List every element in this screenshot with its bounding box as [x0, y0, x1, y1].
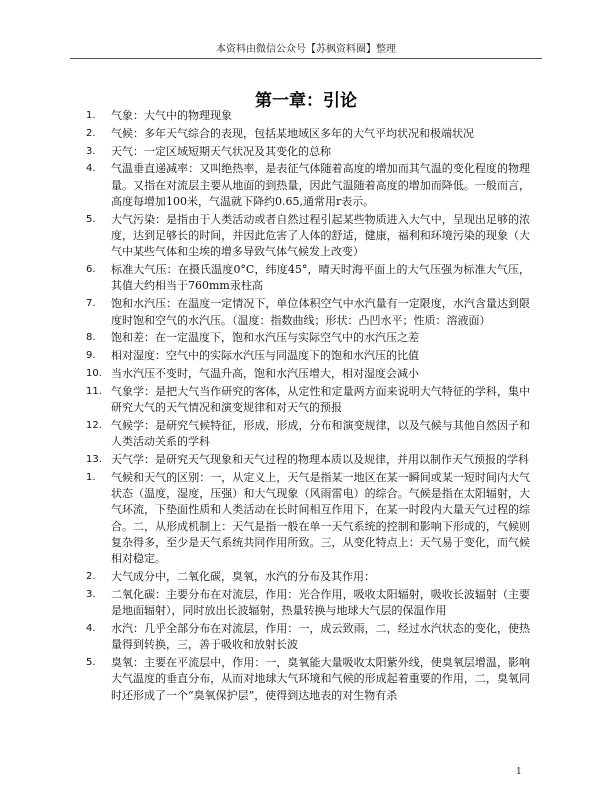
page-number: 1 [516, 767, 522, 777]
item-text: 大气污染：是指由于人类活动或者自然过程引起某些物质进入大气中，呈现出足够的浓度，达到足够长的时间，并因此危害了人体的舒适，健康，福利和环境污染的现象（大气中某些气体和尘埃的增多导致气体气候发上改变） [111, 212, 530, 259]
list-item [86, 330, 530, 346]
item-number: 3. [86, 145, 96, 157]
definitions-list [86, 108, 530, 468]
list-item [86, 366, 530, 382]
chapter-title: 第一章：引论 [255, 91, 357, 111]
item-text: 饱和水汽压：在温度一定情况下，单位体积空气中水汽量有一定限度，水汽含量达到限度时饱和空气的水汽压。（温度：指数曲线；形状：凸凹水平；性质：溶液面） [111, 297, 530, 327]
list-item [86, 161, 530, 210]
list-item [86, 212, 530, 261]
item-number: 5. [86, 213, 96, 225]
item-number: 10. [86, 367, 102, 379]
item-number: 5. [86, 657, 96, 668]
item-text: 天气：一定区域短期天气状况及其变化的总称 [111, 144, 331, 158]
item-text: 相对湿度：空气中的实际水汽压与同温度下的饱和水汽压的比值 [111, 349, 419, 363]
item-text: 气候学：是研究气候特征，形成，形成，分布和演变规律，以及气候与其他自然因子和人类活动关系的学科 [111, 418, 530, 449]
item-number: 4. [86, 163, 96, 175]
item-text: 当水汽压不变时，气温升高，饱和水汽压增大，相对湿度会减小 [111, 366, 419, 380]
item-text: 饱和差：在一定温度下，饱和水汽压与实际空气中的水汽压之差 [111, 331, 419, 345]
item-text: 气象：大气中的物理现象 [111, 109, 232, 122]
item-text: 气候：多年天气综合的表现，包括某地域区多年的大气平均状况和极端状况 [111, 126, 474, 140]
item-number: 9. [86, 350, 96, 362]
list-item [86, 569, 530, 585]
list-item [86, 621, 530, 654]
item-number: 3. [86, 588, 96, 600]
discussion-list [86, 470, 530, 704]
list-item [86, 587, 530, 620]
page-header: 本资料由微信公众号【苏枫资料圈】整理 [216, 44, 396, 55]
item-number: 2. [86, 127, 96, 139]
document-body [86, 108, 530, 705]
item-text: 气温垂直递减率：又叫绝热率，是表征气体随着高度的增加而其气温的变化程度的物理量。又指在对流层主要从地面的到热量，因此气温随着高度的增加而降低。一般而言，高度每增加100米，气温就下降约0.65,通常用r表示。 [111, 162, 530, 208]
item-text: 天气学：是研究天气现象和天气过程的物理本质以及规律，并用以制作天气预报的学科 [111, 452, 529, 466]
list-item [86, 452, 530, 468]
item-number: 8. [86, 332, 96, 344]
item-text: 气象学：是把大气当作研究的客体，从定性和定量两方面来说明大气特征的学科，集中研究大气的天气情况和演变规律和对天气的预报 [111, 384, 530, 415]
list-item [86, 144, 530, 160]
item-text: 气候和天气的区别：一，从定义上，天气是指某一地区在某一瞬间或某一短时间内大气状态（温度，湿度，压强）和大气现象（风雨雷电）的综合。气候是指在太阳辐射，大气环流，下垫面性质和人类活动在长时间相互作用下，在某一时段内大量天气过程的综合。二，从形成机制上：天气是指一般在单一天气系统的控制和影响下形成的，气候则复杂得多，至少是天气系统共同作用所致。三，从变化特点上：天气易于变化，而气候相对稳定。 [111, 470, 530, 566]
list-item [86, 262, 530, 295]
item-number: 1. [86, 471, 96, 483]
list-item [86, 348, 530, 364]
item-text: 大气成分中，二氧化碳，臭氧，水汽的分布及其作用： [111, 570, 375, 584]
item-text: 臭氧：主要在平流层中，作用：一，臭氧能大量吸收太阳紫外线，使臭氧层增温，影响大气温度的垂直分布，从而对地球大气环境和气候的形成起着重要的作用，二，臭氧同时还形成了一个“臭氧保护层”，使得到达地表的对生物有杀 [111, 656, 530, 702]
list-item [86, 470, 530, 568]
list-item [86, 126, 530, 142]
list-item [86, 296, 530, 329]
item-number: 7. [86, 298, 96, 310]
item-number: 13. [86, 453, 102, 465]
item-text: 二氧化碳：主要分布在对流层，作用：光合作用，吸收太阳辐射，吸收长波辐射（主要是地面辐射），同时放出长波辐射，热量转换与地球大气层的保温作用 [111, 587, 530, 618]
item-number: 6. [86, 264, 96, 276]
item-number: 2. [86, 571, 96, 583]
item-number: 1. [86, 110, 96, 121]
list-item [86, 384, 530, 417]
list-item [86, 108, 530, 124]
header-divider [70, 58, 542, 59]
item-number: 12. [86, 419, 102, 431]
list-item [86, 655, 530, 704]
list-item [86, 418, 530, 451]
item-text: 标准大气压：在摄氏温度0°C，纬度45°，晴天时海平面上的大气压强为标准大气压，其值大约相当于760mm汞柱高 [111, 263, 530, 293]
item-number: 4. [86, 622, 96, 634]
item-number: 11. [86, 385, 102, 397]
item-text: 水汽：几乎全部分布在对流层，作用：一，成云致雨，二，经过水汽状态的变化，使热量得到转换，三，善于吸收和放射长波 [111, 621, 530, 652]
